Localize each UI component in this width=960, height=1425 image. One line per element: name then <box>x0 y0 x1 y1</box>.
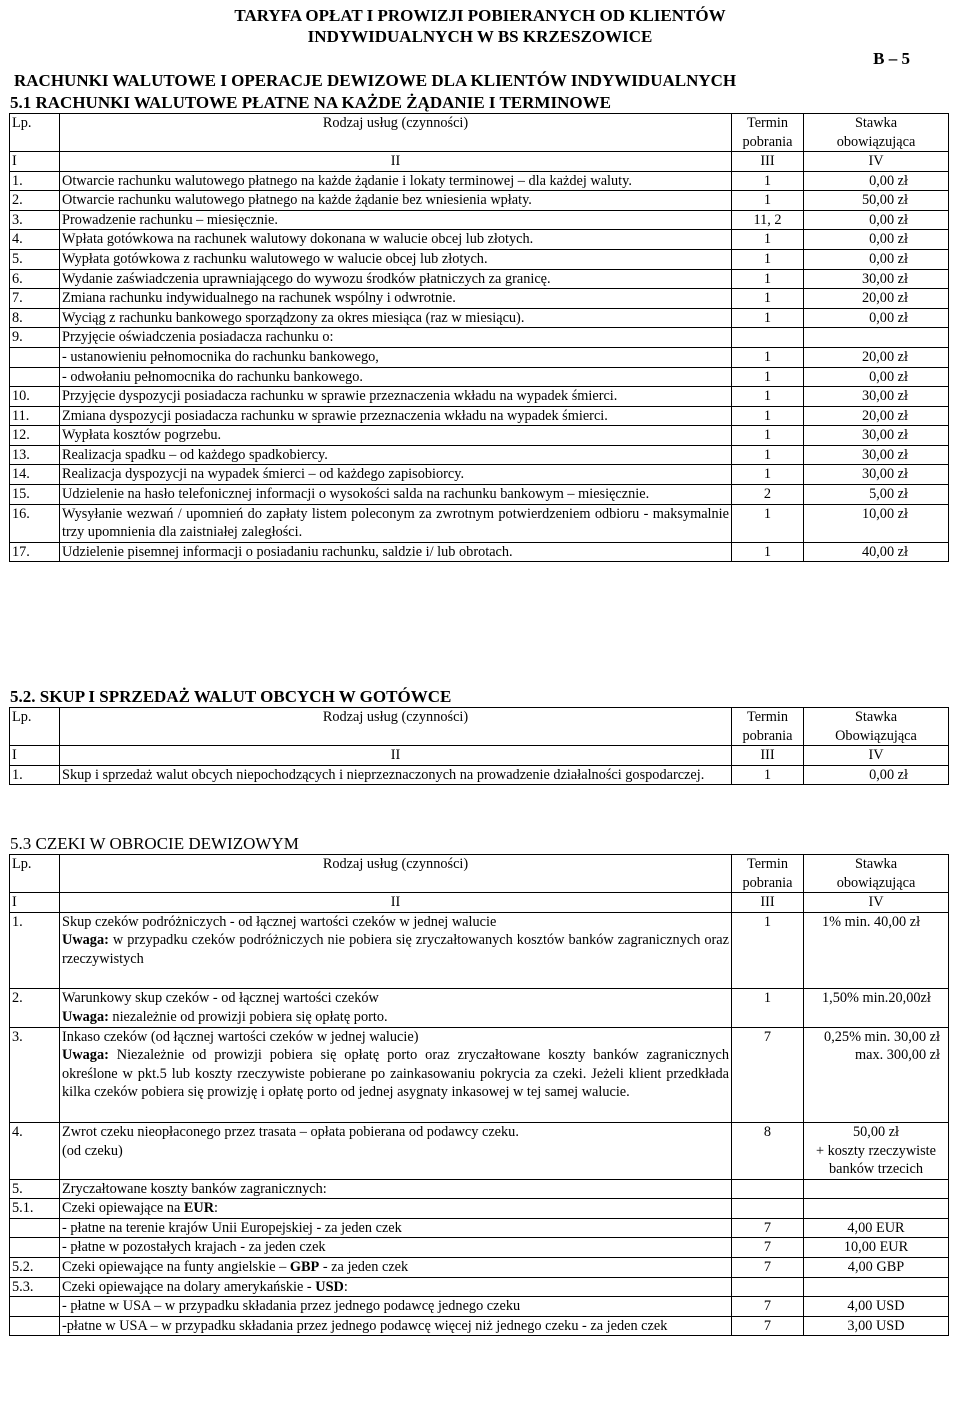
row-term: 1 <box>732 989 804 1027</box>
table-row <box>10 989 949 1027</box>
row-desc: Wysyłanie wezwań / upomnień do zapłaty listem poleconym za zwrotnym potwierdzeniem odbioru - maksymalnie trzy upomnienia dla zaistniałej zaległości. <box>60 504 732 542</box>
row-term: 1 <box>732 445 804 465</box>
note-label: Uwaga: <box>62 1047 109 1064</box>
roman-4: IV <box>804 893 949 913</box>
table-row <box>10 1277 949 1297</box>
row-desc: Otwarcie rachunku walutowego płatnego na każde żądanie bez wniesienia wpłaty. <box>60 191 732 211</box>
row-desc <box>60 1277 732 1297</box>
row-rate: 50,00 zł <box>804 191 949 211</box>
note-label: Uwaga: <box>62 932 109 949</box>
row-desc: Przyjęcie dyspozycji posiadacza rachunku w sprawie przeznaczenia wkładu na wypadek śmierci. <box>60 387 732 407</box>
row-desc: Wyciąg z rachunku bankowego sporządzony za okres miesiąca (raz w miesiącu). <box>60 308 732 328</box>
table-row <box>10 289 949 309</box>
row-term: 1 <box>732 347 804 367</box>
row-rate: 5,00 zł <box>804 484 949 504</box>
row-term: 1 <box>732 308 804 328</box>
row-rate: 10,00 zł <box>804 504 949 542</box>
table-row <box>10 1122 949 1179</box>
row-term <box>732 1179 804 1199</box>
desc-tail: : <box>343 1278 348 1295</box>
currency: GBP <box>289 1258 320 1275</box>
doc-title-line2: INDYWIDUALNYCH W BS KRZESZOWICE <box>307 27 653 46</box>
row-desc: Wydanie zaświadczenia uprawniającego do wywozu środków płatniczych za granicę. <box>60 269 732 289</box>
table-row <box>10 1257 949 1277</box>
col-rate2: obowiązująca <box>836 874 916 891</box>
table-header <box>10 708 949 746</box>
section-title: RACHUNKI WALUTOWE I OPERACJE DEWIZOWE DLA KLIENTÓW INDYWIDUALNYCH <box>14 71 737 90</box>
row-number: 3. <box>10 1027 60 1122</box>
table-row <box>10 250 949 270</box>
row-term: 1 <box>732 765 804 785</box>
row-rate: 10,00 EUR <box>804 1238 949 1258</box>
row-number <box>10 1316 60 1336</box>
desc-text: Inkaso czeków (od łącznej wartości czeków w jednej walucie) <box>62 1028 419 1045</box>
doc-code: B – 5 <box>873 49 910 68</box>
row-term: 7 <box>732 1238 804 1258</box>
col-lp: Lp. <box>10 708 60 746</box>
row-rate: 1% min. 40,00 zł <box>804 912 949 989</box>
roman-1: I <box>10 746 60 766</box>
row-term: 1 <box>732 542 804 562</box>
desc-text: Czeki opiewające na dolary amerykańskie - <box>62 1278 316 1295</box>
row-rate: 0,00 zł <box>804 171 949 191</box>
table-row <box>10 1199 949 1219</box>
row-term: 7 <box>732 1297 804 1317</box>
row-term: 1 <box>732 230 804 250</box>
table-row <box>10 191 949 211</box>
row-number: 3. <box>10 210 60 230</box>
row-number: 15. <box>10 484 60 504</box>
row-number: 5.1. <box>10 1199 60 1219</box>
row-number: 4. <box>10 1122 60 1179</box>
col-term2: pobrania <box>742 727 793 744</box>
row-desc <box>60 1027 732 1122</box>
table-row <box>10 504 949 542</box>
row-desc: Realizacja spadku – od każdego spadkobiercy. <box>60 445 732 465</box>
row-desc: Skup i sprzedaż walut obcych niepochodzących i nieprzeznaczonych na prowadzenie działalności gospodarczej. <box>60 765 732 785</box>
row-number: 9. <box>10 328 60 348</box>
row-number: 4. <box>10 230 60 250</box>
roman-3: III <box>732 152 804 172</box>
roman-3: III <box>732 893 804 913</box>
row-term <box>732 1277 804 1297</box>
row-desc: Udzielenie na hasło telefonicznej informacji o wysokości salda na rachunku bankowym – miesięcznie. <box>60 484 732 504</box>
table-row <box>10 1027 949 1122</box>
row-desc: - odwołaniu pełnomocnika do rachunku bankowego. <box>60 367 732 387</box>
doc-title-line1: TARYFA OPŁAT I PROWIZJI POBIERANYCH OD KLIENTÓW <box>234 6 726 25</box>
row-rate: 30,00 zł <box>804 445 949 465</box>
row-rate: 30,00 zł <box>804 269 949 289</box>
rate-line2: max. 300,00 zł <box>855 1047 940 1064</box>
table-row <box>10 230 949 250</box>
col-rate: Stawka <box>854 856 898 872</box>
roman-row <box>10 152 949 172</box>
table-row <box>10 367 949 387</box>
col-lp: Lp. <box>12 115 32 131</box>
roman-row <box>10 746 949 766</box>
row-number: 2. <box>10 989 60 1027</box>
row-rate <box>804 328 949 348</box>
row-number: 17. <box>10 542 60 562</box>
table-row <box>10 328 949 348</box>
row-rate: 1,50% min.20,00zł <box>804 989 949 1027</box>
row-rate: 20,00 zł <box>804 289 949 309</box>
row-number: 1. <box>10 171 60 191</box>
row-rate: 30,00 zł <box>804 465 949 485</box>
desc-text: Czeki opiewające na <box>62 1200 184 1217</box>
row-term <box>732 1199 804 1219</box>
s3-table <box>9 854 949 1336</box>
roman-2: II <box>60 152 732 172</box>
row-desc: Zmiana rachunku indywidualnego na rachunek wspólny i odwrotnie. <box>60 289 732 309</box>
col-desc: Rodzaj usług (czynności) <box>60 855 732 893</box>
col-term: Termin <box>746 115 789 131</box>
desc-text: Zwrot czeku nieopłaconego przez trasata – opłata pobierana od podawcy czeku. <box>62 1123 519 1140</box>
col-term: Termin <box>746 709 789 725</box>
table-row <box>10 484 949 504</box>
note-text: niezależnie od prowizji pobiera się opłatę porto. <box>108 1009 388 1026</box>
table-row <box>10 765 949 785</box>
row-term: 1 <box>732 387 804 407</box>
row-rate: 20,00 zł <box>804 406 949 426</box>
row-number: 6. <box>10 269 60 289</box>
table-row <box>10 210 949 230</box>
row-desc: Wypłata kosztów pogrzebu. <box>60 426 732 446</box>
table-row <box>10 406 949 426</box>
table-row <box>10 542 949 562</box>
note-text: Niezależnie od prowizji pobiera się opłatę porto oraz zryczałtowane koszty banków zagranicznych określone w pkt.5 lub koszty rzeczywiste pobierane po zainkasowaniu pokrycia za czeki. Jeżeli klient przedkłada kilka czeków pobiera się prowizję i opłatę porto od jednej asygnaty inkasowej w tej samej walucie. <box>62 1047 729 1101</box>
desc-tail: : <box>214 1200 219 1217</box>
note-label: Uwaga: <box>62 1009 109 1026</box>
desc-tail: - za jeden czek <box>319 1258 409 1275</box>
row-term: 1 <box>732 171 804 191</box>
row-number <box>10 1238 60 1258</box>
row-rate: 0,00 zł <box>804 210 949 230</box>
row-number: 11. <box>10 406 60 426</box>
s2-table <box>9 707 949 785</box>
row-rate <box>804 1277 949 1297</box>
row-term: 7 <box>732 1257 804 1277</box>
row-desc: Zryczałtowane koszty banków zagranicznych: <box>60 1179 732 1199</box>
row-term: 1 <box>732 504 804 542</box>
row-number <box>10 347 60 367</box>
col-term2: pobrania <box>742 133 793 150</box>
row-number: 14. <box>10 465 60 485</box>
rate-line3: banków trzecich <box>828 1161 924 1178</box>
row-rate: 0,00 zł <box>804 765 949 785</box>
table-row <box>10 269 949 289</box>
table-row <box>10 347 949 367</box>
col-term: Termin <box>746 856 789 872</box>
row-term: 7 <box>732 1218 804 1238</box>
table-row <box>10 387 949 407</box>
s1-title: 5.1 RACHUNKI WALUTOWE PŁATNE NA KAŻDE ŻĄDANIE I TERMINOWE <box>10 93 611 112</box>
table-row <box>10 426 949 446</box>
currency: EUR <box>183 1200 215 1217</box>
row-number: 1. <box>10 765 60 785</box>
row-desc: - płatne w pozostałych krajach - za jeden czek <box>60 1238 732 1258</box>
row-desc <box>60 1122 732 1179</box>
s2-title: 5.2. SKUP I SPRZEDAŻ WALUT OBCYCH W GOTÓWCE <box>10 687 452 706</box>
row-desc: Prowadzenie rachunku – miesięcznie. <box>60 210 732 230</box>
row-term: 1 <box>732 289 804 309</box>
row-desc: - płatne w USA – w przypadku składania przez jednego podawcę jednego czeku <box>60 1297 732 1317</box>
row-desc: Zmiana dyspozycji posiadacza rachunku w sprawie przeznaczenia wkładu na wypadek śmierci. <box>60 406 732 426</box>
row-number <box>10 367 60 387</box>
roman-4: IV <box>804 746 949 766</box>
col-rate: Stawka <box>854 115 898 131</box>
row-desc: - płatne na terenie krajów Unii Europejskiej - za jeden czek <box>60 1218 732 1238</box>
row-rate: 40,00 zł <box>804 542 949 562</box>
roman-4: IV <box>804 152 949 172</box>
col-term2: pobrania <box>742 874 793 891</box>
col-rate2: obowiązująca <box>836 133 916 150</box>
row-number: 5. <box>10 250 60 270</box>
row-number: 8. <box>10 308 60 328</box>
row-desc: -płatne w USA – w przypadku składania przez jednego podawcę więcej niż jednego czeku - za jeden czek <box>60 1316 732 1336</box>
table-header <box>10 855 949 893</box>
roman-1: I <box>10 893 60 913</box>
col-rate: Stawka <box>854 709 898 725</box>
s3-title: 5.3 CZEKI W OBROCIE DEWIZOWYM <box>10 834 299 853</box>
row-term: 1 <box>732 269 804 289</box>
table-row <box>10 308 949 328</box>
table-row <box>10 1218 949 1238</box>
row-number: 16. <box>10 504 60 542</box>
row-desc: Przyjęcie oświadczenia posiadacza rachunku o: <box>60 328 732 348</box>
row-desc <box>60 1199 732 1219</box>
s1-table <box>9 113 949 562</box>
desc-text: Skup czeków podróżniczych - od łącznej wartości czeków w jednej walucie <box>62 913 497 930</box>
row-rate: 30,00 zł <box>804 426 949 446</box>
row-desc: - ustanowieniu pełnomocnika do rachunku bankowego, <box>60 347 732 367</box>
roman-row <box>10 893 949 913</box>
table-row <box>10 465 949 485</box>
row-rate <box>804 1179 949 1199</box>
row-rate: 4,00 EUR <box>804 1218 949 1238</box>
row-number: 5. <box>10 1179 60 1199</box>
col-desc: Rodzaj usług (czynności) <box>60 708 732 746</box>
row-desc: Realizacja dyspozycji na wypadek śmierci – od każdego zapisobiorcy. <box>60 465 732 485</box>
rate-line1: 0,25% min. 30,00 zł <box>824 1028 940 1045</box>
row-rate <box>804 1027 949 1122</box>
table-row <box>10 171 949 191</box>
roman-1: I <box>10 152 60 172</box>
table-row <box>10 1238 949 1258</box>
note-text: w przypadku czeków podróżniczych nie pobiera się zryczałtowanych kosztów banków zagranicznych oraz rzeczywistych <box>62 932 729 967</box>
row-desc <box>60 989 732 1027</box>
row-number: 5.2. <box>10 1257 60 1277</box>
row-number: 13. <box>10 445 60 465</box>
row-number: 7. <box>10 289 60 309</box>
row-rate: 20,00 zł <box>804 347 949 367</box>
table-row <box>10 445 949 465</box>
desc-text2: (od czeku) <box>62 1142 123 1159</box>
table-row <box>10 1297 949 1317</box>
row-desc: Wypłata gotówkowa z rachunku walutowego w walucie obcej lub złotych. <box>60 250 732 270</box>
desc-text: Czeki opiewające na funty angielskie – <box>62 1258 290 1275</box>
row-term: 1 <box>732 406 804 426</box>
table-row <box>10 912 949 989</box>
row-number <box>10 1218 60 1238</box>
row-rate: 0,00 zł <box>804 230 949 250</box>
table-row <box>10 1316 949 1336</box>
rate-line1: 50,00 zł <box>852 1123 900 1140</box>
row-rate: 0,00 zł <box>804 308 949 328</box>
row-term: 7 <box>732 1316 804 1336</box>
row-rate: 30,00 zł <box>804 387 949 407</box>
row-rate <box>804 1199 949 1219</box>
row-number: 5.3. <box>10 1277 60 1297</box>
table-header <box>10 114 949 152</box>
row-term: 1 <box>732 250 804 270</box>
row-term: 8 <box>732 1122 804 1179</box>
row-rate: 3,00 USD <box>804 1316 949 1336</box>
roman-2: II <box>60 746 732 766</box>
row-number: 10. <box>10 387 60 407</box>
row-term: 1 <box>732 912 804 989</box>
row-number <box>10 1297 60 1317</box>
roman-3: III <box>732 746 804 766</box>
row-rate: 0,00 zł <box>804 367 949 387</box>
row-rate: 0,00 zł <box>804 250 949 270</box>
desc-text: Warunkowy skup czeków - od łącznej wartości czeków <box>62 990 379 1007</box>
row-number: 12. <box>10 426 60 446</box>
row-rate: 4,00 GBP <box>804 1257 949 1277</box>
roman-2: II <box>60 893 732 913</box>
row-desc: Wpłata gotówkowa na rachunek walutowy dokonana w walucie obcej lub złotych. <box>60 230 732 250</box>
row-desc: Udzielenie pisemnej informacji o posiadaniu rachunku, saldzie i/ lub obrotach. <box>60 542 732 562</box>
currency: USD <box>315 1278 344 1295</box>
row-rate <box>804 1122 949 1179</box>
rate-line2: + koszty rzeczywiste <box>815 1142 936 1159</box>
row-rate: 4,00 USD <box>804 1297 949 1317</box>
row-term: 1 <box>732 367 804 387</box>
row-desc <box>60 1257 732 1277</box>
row-term: 1 <box>732 191 804 211</box>
col-desc: Rodzaj usług (czynności) <box>322 115 469 131</box>
row-term <box>732 328 804 348</box>
row-term: 1 <box>732 465 804 485</box>
row-term: 11, 2 <box>732 210 804 230</box>
row-number: 2. <box>10 191 60 211</box>
row-term: 7 <box>732 1027 804 1122</box>
row-desc: Otwarcie rachunku walutowego płatnego na każde żądanie i lokaty terminowej – dla każdej waluty. <box>60 171 732 191</box>
col-rate2: Obowiązująca <box>835 727 917 744</box>
table-row <box>10 1179 949 1199</box>
col-lp: Lp. <box>10 855 60 893</box>
row-term: 2 <box>732 484 804 504</box>
row-desc <box>60 912 732 989</box>
row-number: 1. <box>10 912 60 989</box>
row-term: 1 <box>732 426 804 446</box>
